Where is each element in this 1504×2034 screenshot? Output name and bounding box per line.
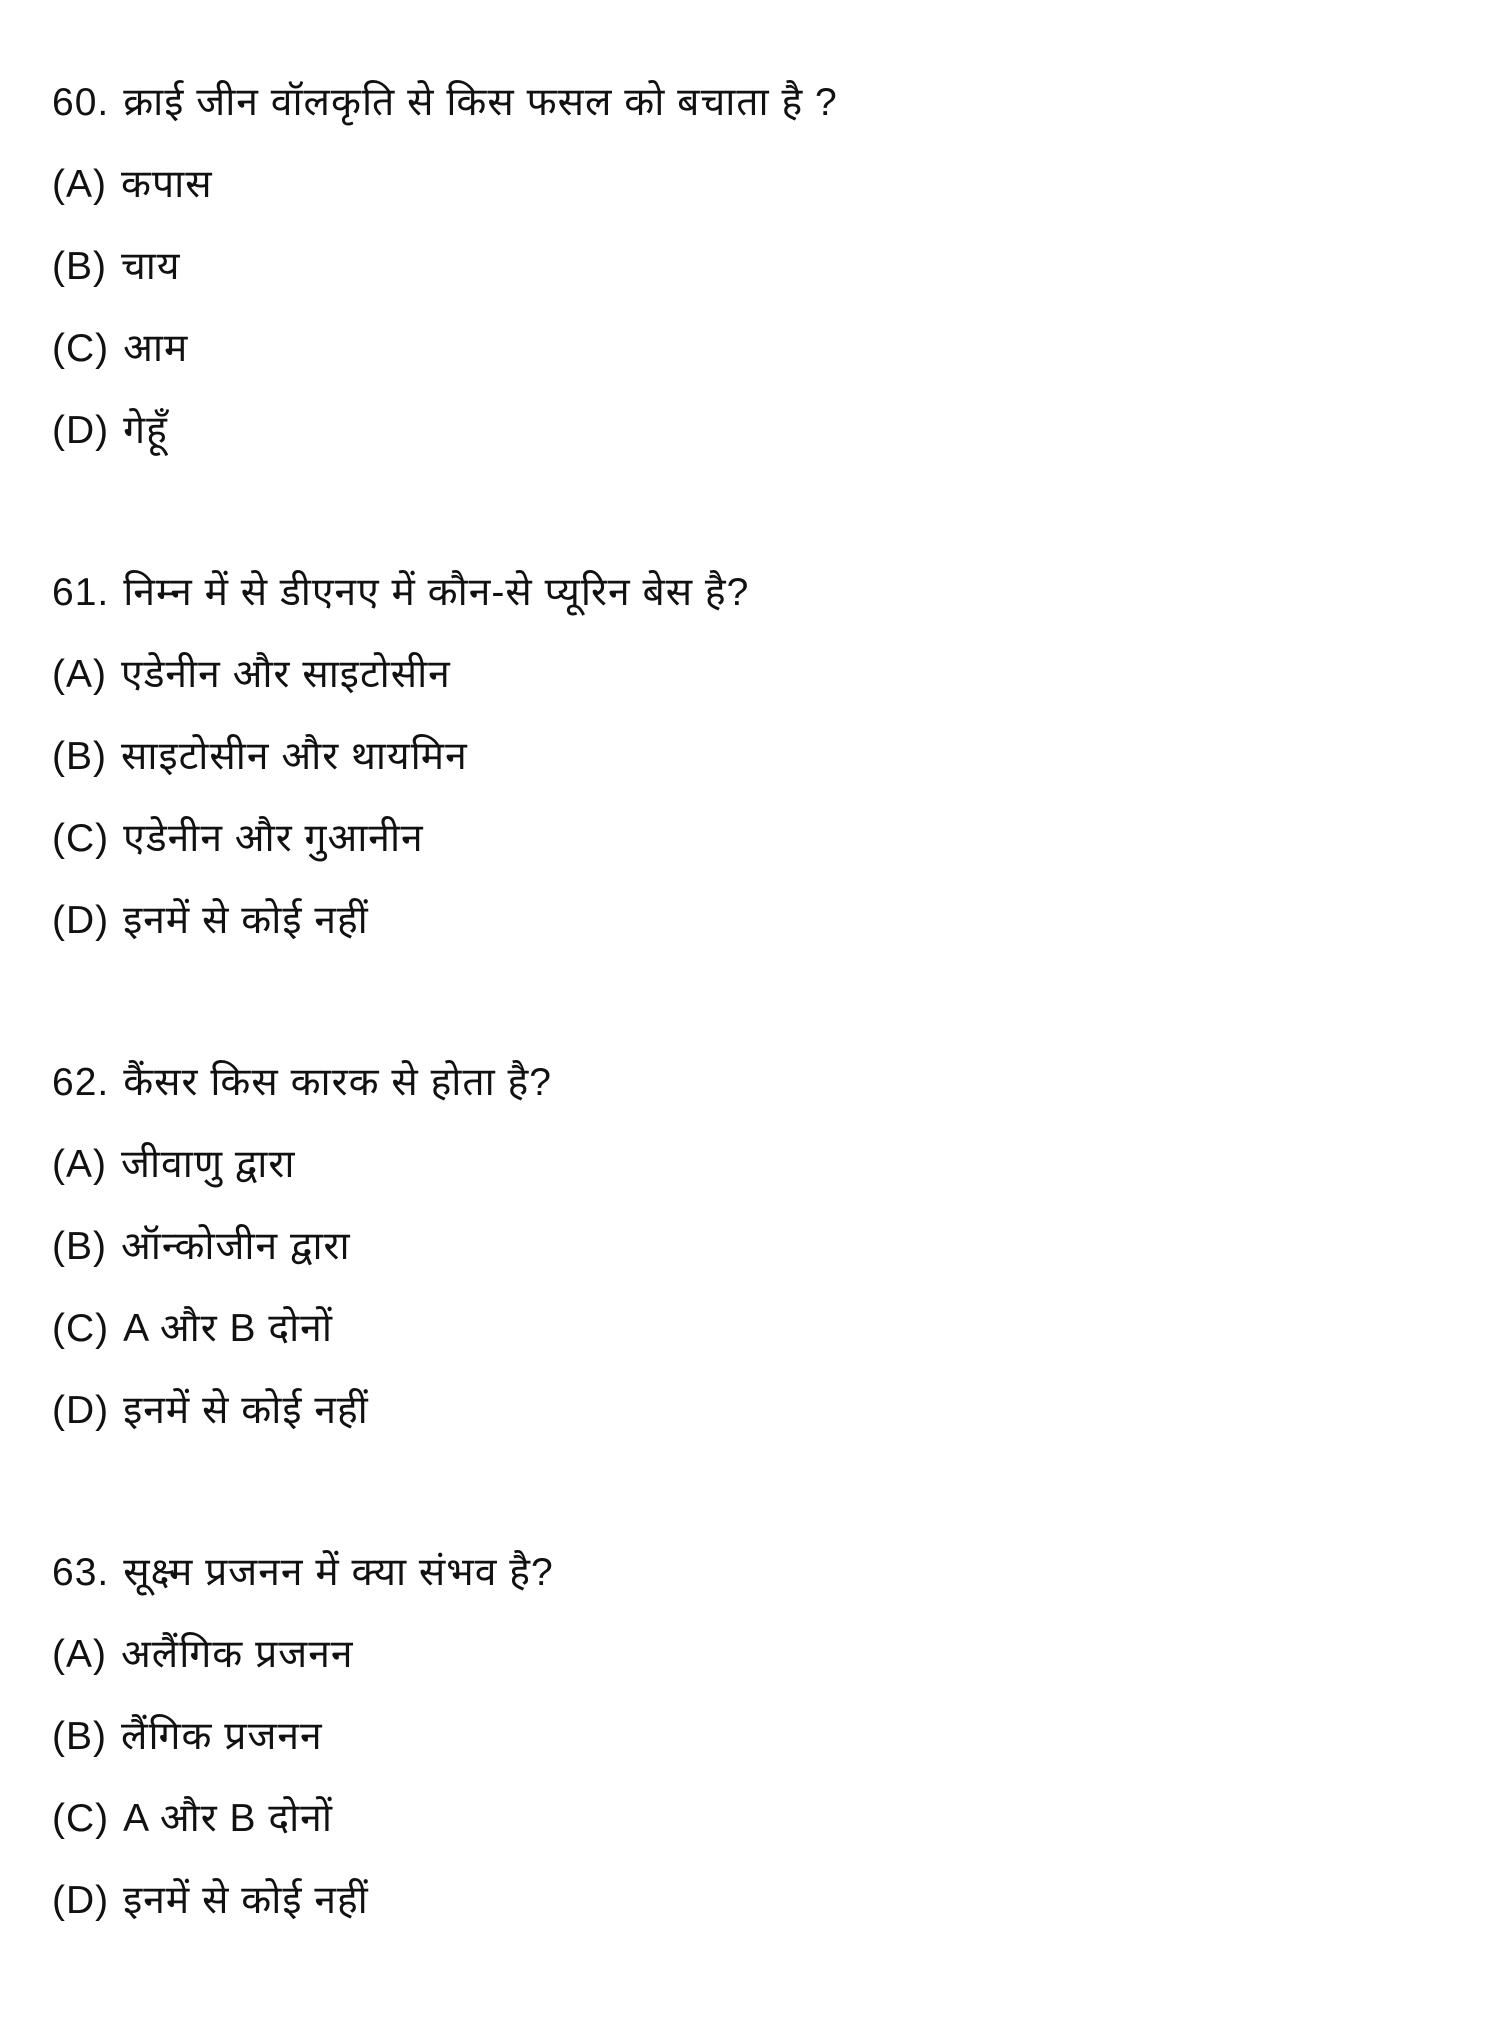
option-text: लैंगिक प्रजनन [121,1715,323,1758]
option-label: (D) [52,899,110,942]
option-line [52,798,1452,880]
option-line [52,1696,1452,1778]
question-block [52,552,1452,962]
question-line [52,62,1452,144]
option-text: आम [123,327,189,370]
option-line [52,1288,1452,1370]
option-line [52,1370,1452,1452]
question-block [52,1042,1452,1452]
question-number: 60. [52,81,110,124]
option-line [52,1124,1452,1206]
option-text: गेहूँ [123,409,168,452]
option-label: (A) [52,653,107,696]
option-text: ऑन्कोजीन द्वारा [121,1225,351,1268]
option-line [52,226,1452,308]
option-label: (A) [52,1633,107,1676]
option-line [52,390,1452,472]
option-text: इनमें से कोई नहीं [123,1389,369,1432]
option-line [52,308,1452,390]
question-line [52,552,1452,634]
option-text: अलैंगिक प्रजनन [121,1633,354,1676]
option-line [52,716,1452,798]
question-number: 61. [52,571,110,614]
option-line [52,1614,1452,1696]
option-label: (D) [52,1879,110,1922]
option-text: एडेनीन और गुआनीन [123,817,424,860]
question-text: सूक्ष्म प्रजनन में क्या संभव है? [123,1551,554,1594]
question-number: 63. [52,1551,110,1594]
option-label: (B) [52,245,107,288]
option-label: (B) [52,1225,107,1268]
option-text: A और B दोनों [123,1797,333,1840]
option-label: (B) [52,1715,107,1758]
option-text: कपास [121,163,213,206]
question-block [52,62,1452,472]
option-label: (C) [52,327,110,370]
option-line [52,880,1452,962]
option-label: (D) [52,409,110,452]
option-label: (C) [52,1797,110,1840]
option-label: (C) [52,817,110,860]
option-text: इनमें से कोई नहीं [123,1879,369,1922]
option-label: (A) [52,1143,107,1186]
question-number: 62. [52,1061,110,1104]
question-text: क्राई जीन वॉलकृति से किस फसल को बचाता है ? [123,81,838,124]
question-line [52,1532,1452,1614]
question-block [52,1532,1452,1942]
option-line [52,1860,1452,1942]
option-label: (B) [52,735,107,778]
option-label: (C) [52,1307,110,1350]
option-line [52,1778,1452,1860]
option-line [52,144,1452,226]
question-text: निम्न में से डीएनए में कौन-से प्यूरिन बेस है? [123,571,750,614]
option-text: A और B दोनों [123,1307,333,1350]
question-text: कैंसर किस कारक से होता है? [123,1061,552,1104]
option-text: चाय [121,245,181,288]
option-label: (A) [52,163,107,206]
option-text: जीवाणु द्वारा [121,1143,296,1186]
option-text: साइटोसीन और थायमिन [121,735,468,778]
option-text: एडेनीन और साइटोसीन [121,653,451,696]
option-line [52,634,1452,716]
question-line [52,1042,1452,1124]
option-line [52,1206,1452,1288]
option-text: इनमें से कोई नहीं [123,899,369,942]
option-label: (D) [52,1389,110,1432]
